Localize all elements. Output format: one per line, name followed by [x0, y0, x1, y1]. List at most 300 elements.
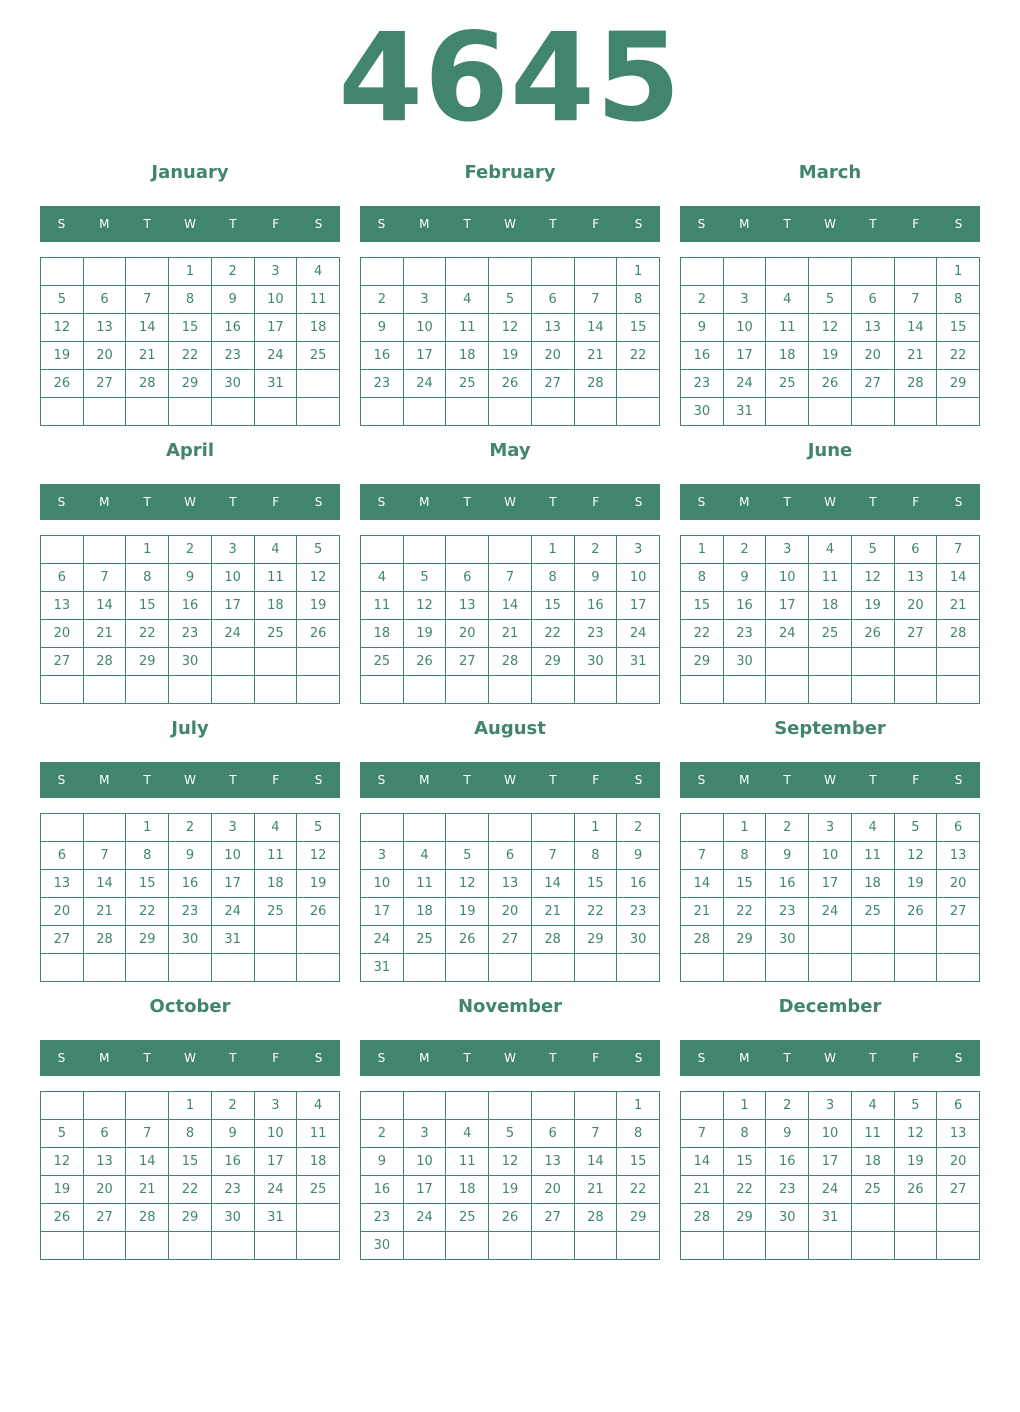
weekday-header-bar [40, 1040, 340, 1076]
weekday-header: S [634, 773, 643, 787]
day-cell: 21 [83, 898, 126, 926]
day-cell [41, 258, 84, 286]
day-cell [126, 1092, 169, 1120]
weekday-header: M [419, 495, 430, 509]
day-cell: 7 [937, 536, 980, 564]
day-cell [41, 814, 84, 842]
weekday-header: F [272, 773, 280, 787]
day-cell: 14 [681, 1148, 724, 1176]
day-cell [41, 536, 84, 564]
week-row [361, 536, 660, 564]
day-cell [254, 398, 297, 426]
day-cell: 24 [809, 898, 852, 926]
day-cell: 23 [211, 1176, 254, 1204]
weekday-header: T [143, 1051, 151, 1065]
day-cell: 12 [297, 564, 340, 592]
day-cell [446, 258, 489, 286]
day-cell: 20 [531, 342, 574, 370]
weekday-header-bar [680, 206, 980, 242]
day-cell: 26 [297, 620, 340, 648]
day-grid [360, 257, 660, 426]
day-cell [254, 1232, 297, 1260]
day-cell: 8 [169, 286, 212, 314]
day-cell [297, 398, 340, 426]
day-cell [489, 954, 532, 982]
day-cell [809, 954, 852, 982]
day-cell: 28 [126, 1204, 169, 1232]
week-row [681, 898, 980, 926]
month-name: February [464, 162, 556, 183]
week-row [681, 342, 980, 370]
day-cell [937, 398, 980, 426]
day-cell: 11 [254, 564, 297, 592]
day-cell: 5 [851, 536, 894, 564]
day-cell: 20 [83, 1176, 126, 1204]
weekday-header: S [697, 217, 706, 231]
day-cell [681, 954, 724, 982]
day-cell: 24 [254, 342, 297, 370]
day-cell [766, 648, 809, 676]
day-cell [403, 676, 446, 704]
week-row [361, 1148, 660, 1176]
day-cell: 25 [851, 1176, 894, 1204]
weekday-header: T [549, 773, 557, 787]
week-row [361, 898, 660, 926]
day-cell: 9 [361, 1148, 404, 1176]
day-cell: 26 [894, 898, 937, 926]
day-cell: 3 [766, 536, 809, 564]
day-cell: 10 [361, 870, 404, 898]
weekday-header: S [697, 495, 706, 509]
week-row [361, 926, 660, 954]
day-cell [361, 398, 404, 426]
week-row [41, 314, 340, 342]
weekday-header: M [739, 773, 750, 787]
day-cell: 18 [851, 870, 894, 898]
day-cell [126, 398, 169, 426]
week-row [41, 620, 340, 648]
day-cell: 5 [446, 842, 489, 870]
day-cell [41, 1092, 84, 1120]
weekday-header-bar [360, 1040, 660, 1076]
day-cell: 8 [937, 286, 980, 314]
day-cell [211, 954, 254, 982]
day-cell: 9 [766, 1120, 809, 1148]
day-cell: 23 [211, 342, 254, 370]
day-cell: 23 [766, 1176, 809, 1204]
day-cell [41, 398, 84, 426]
day-cell: 27 [41, 926, 84, 954]
day-cell: 6 [83, 286, 126, 314]
day-cell: 17 [809, 1148, 852, 1176]
weekday-header: M [99, 217, 110, 231]
day-cell: 13 [851, 314, 894, 342]
day-cell: 1 [617, 258, 660, 286]
day-cell: 8 [723, 842, 766, 870]
week-row [361, 592, 660, 620]
day-cell: 28 [937, 620, 980, 648]
day-cell [723, 258, 766, 286]
week-row [361, 1204, 660, 1232]
day-cell: 2 [574, 536, 617, 564]
day-cell: 4 [809, 536, 852, 564]
day-cell: 20 [489, 898, 532, 926]
day-cell: 5 [894, 814, 937, 842]
day-cell: 6 [531, 286, 574, 314]
day-cell: 15 [531, 592, 574, 620]
day-cell: 10 [211, 842, 254, 870]
day-cell [531, 258, 574, 286]
day-cell: 5 [297, 814, 340, 842]
day-cell: 28 [489, 648, 532, 676]
day-cell [361, 814, 404, 842]
week-row [41, 398, 340, 426]
day-cell [446, 676, 489, 704]
day-cell [41, 954, 84, 982]
weekday-header: F [272, 495, 280, 509]
day-cell: 21 [83, 620, 126, 648]
week-row [361, 842, 660, 870]
week-row [361, 342, 660, 370]
weekday-header: T [463, 773, 471, 787]
day-cell: 9 [681, 314, 724, 342]
day-cell: 29 [574, 926, 617, 954]
weekday-header: S [57, 1051, 66, 1065]
day-cell: 9 [211, 286, 254, 314]
day-cell: 27 [937, 1176, 980, 1204]
day-cell [297, 1232, 340, 1260]
weekday-header: T [869, 1051, 877, 1065]
day-cell: 6 [489, 842, 532, 870]
day-cell: 17 [723, 342, 766, 370]
day-cell: 5 [809, 286, 852, 314]
day-cell: 25 [446, 370, 489, 398]
day-cell: 30 [211, 370, 254, 398]
day-cell: 18 [297, 314, 340, 342]
day-cell [937, 926, 980, 954]
day-cell: 21 [894, 342, 937, 370]
day-cell: 16 [766, 870, 809, 898]
week-row [361, 1176, 660, 1204]
day-cell [766, 676, 809, 704]
day-cell: 10 [723, 314, 766, 342]
day-cell: 10 [766, 564, 809, 592]
day-cell [681, 1232, 724, 1260]
day-cell [894, 676, 937, 704]
day-cell: 10 [254, 286, 297, 314]
day-cell: 15 [937, 314, 980, 342]
day-cell: 21 [574, 342, 617, 370]
week-row [681, 592, 980, 620]
day-cell [766, 258, 809, 286]
day-cell: 13 [894, 564, 937, 592]
day-cell [851, 954, 894, 982]
week-row [681, 286, 980, 314]
weekday-header-bar [360, 206, 660, 242]
week-row [41, 676, 340, 704]
day-cell: 6 [937, 1092, 980, 1120]
weekday-header: S [634, 495, 643, 509]
day-cell: 20 [41, 620, 84, 648]
day-cell: 7 [574, 286, 617, 314]
week-row [41, 1092, 340, 1120]
weekday-header: M [99, 773, 110, 787]
day-cell: 19 [894, 1148, 937, 1176]
month-name: June [807, 440, 853, 461]
day-cell [211, 648, 254, 676]
day-cell: 20 [851, 342, 894, 370]
day-cell [83, 536, 126, 564]
day-cell: 19 [851, 592, 894, 620]
weekday-header: M [739, 495, 750, 509]
day-cell [403, 398, 446, 426]
weekday-header: T [229, 1051, 237, 1065]
week-row [41, 898, 340, 926]
day-cell: 1 [169, 258, 212, 286]
day-cell: 25 [851, 898, 894, 926]
day-cell: 31 [254, 1204, 297, 1232]
day-cell [851, 1232, 894, 1260]
day-cell: 14 [126, 314, 169, 342]
day-cell: 28 [681, 926, 724, 954]
day-cell: 6 [41, 564, 84, 592]
day-cell [531, 1232, 574, 1260]
day-cell: 12 [489, 1148, 532, 1176]
day-cell: 9 [617, 842, 660, 870]
day-cell: 11 [809, 564, 852, 592]
day-cell: 16 [681, 342, 724, 370]
weekday-header: F [912, 1051, 920, 1065]
week-row [41, 842, 340, 870]
weekday-header: S [954, 495, 963, 509]
day-cell: 28 [894, 370, 937, 398]
day-cell: 23 [169, 898, 212, 926]
day-cell [574, 954, 617, 982]
weekday-header: S [634, 217, 643, 231]
day-grid [680, 257, 980, 426]
day-cell: 14 [681, 870, 724, 898]
day-cell: 27 [489, 926, 532, 954]
day-cell: 11 [403, 870, 446, 898]
week-row [41, 1120, 340, 1148]
weekday-header: F [912, 495, 920, 509]
week-row [681, 564, 980, 592]
day-cell [211, 398, 254, 426]
day-cell: 25 [254, 898, 297, 926]
weekday-header: T [783, 773, 791, 787]
day-cell: 6 [937, 814, 980, 842]
day-cell: 27 [851, 370, 894, 398]
day-cell: 23 [766, 898, 809, 926]
month-name: September [774, 718, 886, 739]
day-cell: 12 [41, 314, 84, 342]
day-cell [894, 954, 937, 982]
weekday-header: W [184, 217, 196, 231]
day-cell: 13 [41, 870, 84, 898]
day-cell [403, 954, 446, 982]
day-cell [403, 814, 446, 842]
day-cell: 14 [489, 592, 532, 620]
weekday-header: S [954, 217, 963, 231]
day-cell: 14 [531, 870, 574, 898]
week-row [361, 1120, 660, 1148]
day-cell: 8 [723, 1120, 766, 1148]
weekday-header: F [592, 773, 600, 787]
day-cell [681, 676, 724, 704]
weekday-header: W [824, 495, 836, 509]
week-row [361, 398, 660, 426]
weekday-header: S [314, 495, 323, 509]
day-cell: 15 [126, 870, 169, 898]
day-cell [574, 398, 617, 426]
day-cell: 17 [766, 592, 809, 620]
day-cell: 26 [894, 1176, 937, 1204]
day-cell [809, 648, 852, 676]
day-cell: 15 [169, 314, 212, 342]
day-cell: 26 [41, 370, 84, 398]
day-cell: 14 [937, 564, 980, 592]
day-cell [361, 536, 404, 564]
week-row [41, 814, 340, 842]
day-cell: 4 [297, 1092, 340, 1120]
day-cell [403, 258, 446, 286]
day-cell: 19 [297, 592, 340, 620]
day-cell: 9 [361, 314, 404, 342]
day-cell: 3 [211, 814, 254, 842]
day-cell: 27 [446, 648, 489, 676]
day-cell [851, 258, 894, 286]
day-cell: 1 [531, 536, 574, 564]
week-row [681, 926, 980, 954]
week-row [361, 648, 660, 676]
day-cell [894, 926, 937, 954]
day-cell [894, 1204, 937, 1232]
day-cell: 15 [574, 870, 617, 898]
day-cell [489, 536, 532, 564]
day-cell: 17 [361, 898, 404, 926]
weekday-header: S [634, 1051, 643, 1065]
day-cell: 5 [297, 536, 340, 564]
day-cell: 13 [83, 314, 126, 342]
day-cell: 17 [403, 1176, 446, 1204]
day-cell: 21 [126, 342, 169, 370]
day-cell: 12 [894, 842, 937, 870]
day-cell: 29 [937, 370, 980, 398]
day-cell: 12 [489, 314, 532, 342]
weekday-header: T [869, 773, 877, 787]
day-cell [894, 398, 937, 426]
day-cell: 27 [83, 1204, 126, 1232]
day-cell: 28 [681, 1204, 724, 1232]
weekday-header: S [954, 1051, 963, 1065]
day-cell: 20 [937, 870, 980, 898]
weekday-header: T [229, 217, 237, 231]
day-cell: 3 [723, 286, 766, 314]
day-cell: 18 [809, 592, 852, 620]
day-cell: 24 [211, 620, 254, 648]
day-cell: 8 [574, 842, 617, 870]
day-cell: 9 [169, 564, 212, 592]
day-cell: 21 [681, 898, 724, 926]
week-row [681, 1232, 980, 1260]
day-grid [40, 1091, 340, 1260]
day-cell: 1 [723, 814, 766, 842]
day-cell: 16 [211, 314, 254, 342]
day-cell [83, 814, 126, 842]
day-cell [126, 954, 169, 982]
weekday-header-bar [680, 762, 980, 798]
day-cell [937, 676, 980, 704]
day-cell [361, 1092, 404, 1120]
day-cell [851, 1204, 894, 1232]
weekday-header: T [463, 217, 471, 231]
day-cell: 5 [41, 1120, 84, 1148]
week-row [41, 258, 340, 286]
day-cell: 3 [254, 1092, 297, 1120]
day-cell [809, 676, 852, 704]
day-cell [574, 676, 617, 704]
day-cell: 22 [531, 620, 574, 648]
day-cell: 29 [617, 1204, 660, 1232]
weekday-header: W [824, 217, 836, 231]
day-cell: 12 [894, 1120, 937, 1148]
day-cell: 10 [617, 564, 660, 592]
day-cell: 6 [83, 1120, 126, 1148]
day-cell: 18 [446, 342, 489, 370]
day-cell: 18 [446, 1176, 489, 1204]
day-cell [297, 926, 340, 954]
day-cell: 31 [809, 1204, 852, 1232]
day-cell: 1 [574, 814, 617, 842]
day-cell [851, 648, 894, 676]
day-cell: 3 [403, 1120, 446, 1148]
week-row [361, 1092, 660, 1120]
week-row [681, 676, 980, 704]
day-cell: 24 [403, 1204, 446, 1232]
day-cell [894, 258, 937, 286]
day-cell [169, 398, 212, 426]
day-cell: 7 [531, 842, 574, 870]
day-cell: 16 [169, 870, 212, 898]
day-cell [617, 370, 660, 398]
week-row [681, 870, 980, 898]
day-cell: 19 [41, 1176, 84, 1204]
day-cell: 31 [361, 954, 404, 982]
day-cell: 3 [361, 842, 404, 870]
week-row [681, 370, 980, 398]
day-cell: 17 [211, 592, 254, 620]
week-row [361, 676, 660, 704]
day-cell: 13 [531, 314, 574, 342]
weekday-header: T [869, 495, 877, 509]
day-cell: 3 [403, 286, 446, 314]
weekday-header: W [184, 773, 196, 787]
day-cell [617, 1232, 660, 1260]
day-cell [809, 258, 852, 286]
day-cell: 4 [403, 842, 446, 870]
day-cell [446, 1232, 489, 1260]
day-cell: 26 [41, 1204, 84, 1232]
week-row [41, 954, 340, 982]
day-cell: 24 [403, 370, 446, 398]
day-cell: 1 [169, 1092, 212, 1120]
day-cell: 27 [83, 370, 126, 398]
day-cell: 14 [894, 314, 937, 342]
week-row [681, 954, 980, 982]
week-row [681, 814, 980, 842]
day-cell [681, 258, 724, 286]
day-cell: 9 [169, 842, 212, 870]
